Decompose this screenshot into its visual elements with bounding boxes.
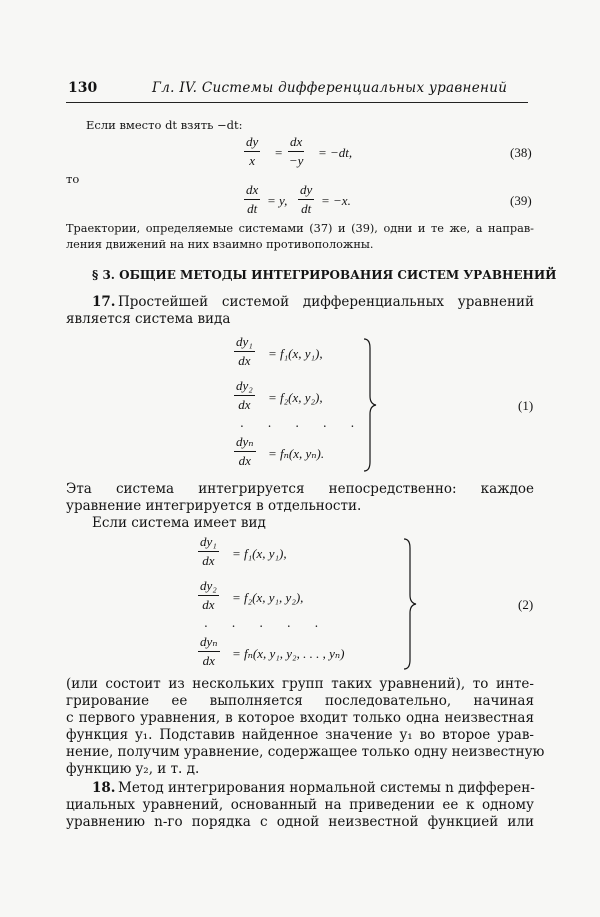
eq38-num1: dy xyxy=(244,134,260,152)
sys1-row3-rhs: = fₙ(x, yₙ). xyxy=(268,446,325,461)
p-seq-line-5: нение, получим уравнение, содержащее только одну неизвестную xyxy=(66,744,545,760)
sys2-row1-rhs: = f₁(x, y₁), xyxy=(232,546,287,561)
eq38-fraction-2 xyxy=(288,134,304,169)
sys1-row1-num: dy₁ xyxy=(234,334,255,352)
p-seq-line-2: грирование ее выполняется последовательно, начиная xyxy=(66,693,534,709)
intro-line: Если вместо dt взять −dt: xyxy=(86,118,243,132)
p-seq-line-6: функцию y₂, и т. д. xyxy=(66,761,200,777)
eq38-rest: = −dt, xyxy=(318,145,353,160)
sys2-right-brace xyxy=(402,538,418,670)
p18-number: 18. xyxy=(92,780,116,796)
sys2-row2-fraction xyxy=(198,578,219,613)
sys2-row1-fraction xyxy=(198,534,219,569)
sys1-row3-den: dx xyxy=(238,453,251,468)
eq39-fraction-2 xyxy=(298,182,314,217)
p-direct-line-2: уравнение интегрируется в отдельности. xyxy=(66,498,362,514)
eq39-rest: = −x. xyxy=(321,193,351,208)
p17-number: 17. xyxy=(92,294,116,310)
intro-to: то xyxy=(66,172,80,186)
sys1-row2-num: dy₂ xyxy=(234,378,255,396)
p-direct-line-1: Эта система интегрируется непосредственно: каждое xyxy=(66,481,534,497)
sys2-dots: . . . . . xyxy=(204,616,329,630)
sys1-right-brace xyxy=(362,338,378,472)
sys1-row1-den: dx xyxy=(238,353,251,368)
eq38-fraction-1 xyxy=(244,134,260,169)
eq39-fraction-1 xyxy=(244,182,260,217)
eq38-den1: x xyxy=(249,153,256,168)
eq38-num2: dx xyxy=(288,134,304,152)
p-direct-line-3: Если система имеет вид xyxy=(92,515,266,531)
p17-line-1: Простейшей системой дифференциальных уравнений xyxy=(118,294,534,310)
sys2-row3-num: dyₙ xyxy=(198,634,220,652)
p-seq-line-4: функция y₁. Подставив найденное значение y₁ во второе урав- xyxy=(66,727,534,743)
p18-line-3: уравнению n-го порядка с одной неизвестной функцией или xyxy=(66,814,534,830)
sys2-row3-fraction xyxy=(198,634,220,669)
p18-line-2: циальных уравнений, основанный на приведении ее к одному xyxy=(66,797,534,813)
sys1-row2-rhs: = f₂(x, y₂), xyxy=(268,390,323,405)
eq38-equals: = xyxy=(275,145,283,160)
sys2-row2-rhs: = f₂(x, y₁, y₂), xyxy=(232,590,304,605)
eq38-den2: −y xyxy=(288,153,304,168)
sys1-row1-fraction xyxy=(234,334,255,369)
p-seq-line-3: с первого уравнения, в которое входит только одна неизвестная xyxy=(66,710,534,726)
sys2-row3-rhs: = fₙ(x, y₁, y₂, . . . , yₙ) xyxy=(232,646,345,661)
eq39-num2: dy xyxy=(298,182,314,200)
sys2-row1-den: dx xyxy=(202,553,215,568)
p17-line-2: является система вида xyxy=(66,311,231,327)
eq39-label: (39) xyxy=(510,193,532,208)
sys1-dots: . . . . . xyxy=(240,416,365,430)
sys1-row2-den: dx xyxy=(238,397,251,412)
sys2-label: (2) xyxy=(518,597,534,612)
sys1-row2-fraction xyxy=(234,378,255,413)
sys1-row3-fraction xyxy=(234,434,256,469)
sys2-row2-den: dx xyxy=(202,597,215,612)
p18-line-1: Метод интегрирования нормальной системы n дифферен- xyxy=(118,780,535,796)
sys2-row3-den: dx xyxy=(202,653,215,668)
sys1-label: (1) xyxy=(518,398,534,413)
sys1-row3-num: dyₙ xyxy=(234,434,256,452)
eq39-num1: dx xyxy=(244,182,260,200)
header-rule xyxy=(66,102,528,103)
eq38-label: (38) xyxy=(510,145,532,160)
section-heading: § 3. ОБЩИЕ МЕТОДЫ ИНТЕГРИРОВАНИЯ СИСТЕМ УРАВНЕНИЙ xyxy=(92,268,557,282)
running-title: Гл. IV. Системы дифференциальных уравнений xyxy=(152,80,508,96)
sys2-row1-num: dy₁ xyxy=(198,534,219,552)
eq39-den1: dt xyxy=(247,201,258,216)
eq39-mid: = y, xyxy=(267,193,288,208)
sys2-row2-num: dy₂ xyxy=(198,578,219,596)
trajectories-line-2: ления движений на них взаимно противоположны. xyxy=(66,238,374,251)
eq39-den2: dt xyxy=(301,201,312,216)
p-seq-line-1: (или состоит из нескольких групп таких уравнений), то инте- xyxy=(66,676,534,692)
page-number: 130 xyxy=(68,80,98,96)
trajectories-line-1: Траектории, определяемые системами (37) и (39), одни и те же, а направ- xyxy=(66,222,534,235)
sys1-row1-rhs: = f₁(x, y₁), xyxy=(268,346,323,361)
